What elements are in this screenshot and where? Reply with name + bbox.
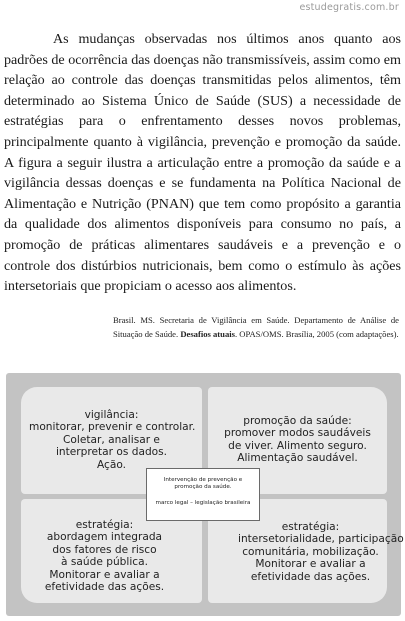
quadrant-line: promover modos saudáveis (224, 427, 371, 440)
quadrant-line: Monitorar e avaliar a (49, 568, 160, 581)
quadrant-line: dos fatores de risco (52, 543, 157, 556)
quadrant-line: efetividade das ações. (250, 570, 371, 583)
quadrant-line: Monitorar e avaliar a (255, 558, 366, 571)
center-legal-framework-text (149, 500, 257, 507)
quadrant-text (238, 521, 404, 583)
quadrant-line: intersetorialidade, participação (238, 533, 404, 546)
center-line: promoção da saúde. (174, 484, 232, 491)
center-line: Intervenção de prevenção e (163, 477, 243, 483)
citation-suffix: . OPAS/OMS. Brasília, 2005 (com adaptações). (234, 329, 399, 339)
quadrant-line: promoção da saúde: (243, 415, 352, 427)
center-intervention-text (149, 477, 257, 491)
quadrant-line: abordagem integrada (46, 531, 163, 544)
quadrant-line: Ação. (96, 458, 127, 471)
quadrant-line: de viver. Alimento seguro. (228, 439, 367, 452)
quadrant-line: Coletar, analisar e (63, 433, 160, 446)
citation (113, 313, 399, 341)
quadrant-line: Alimentação saudável. (237, 452, 358, 465)
quadrant-text (214, 415, 381, 465)
site-watermark: estudegratis.com.br (299, 2, 399, 13)
health-surveillance-diagram (6, 373, 404, 616)
quadrant-line: estratégia: (75, 519, 134, 531)
quadrant-line: estratégia: (281, 521, 340, 533)
quadrant-text (29, 409, 194, 471)
quadrant-line: interpretar os dados. (55, 446, 168, 459)
citation-title: Desafios atuais (180, 329, 235, 339)
citation-prefix: Brasil. MS. Secretaria de Vigilância em Saúde. Departamento de Análise de Situação de Saúde. (113, 315, 399, 339)
quadrant-line: monitorar, prevenir e controlar. (29, 421, 196, 434)
quadrant-line: vigilância: (84, 409, 139, 421)
quadrant-line: efetividade das ações. (44, 581, 165, 594)
quadrant-line: comunitária, mobilização. (242, 545, 379, 558)
center-intervention-box (146, 468, 260, 521)
center-line: marco legal – legislação brasileira (155, 500, 251, 506)
quadrant-text (27, 519, 182, 593)
body-paragraph: As mudanças observadas nos últimos anos quanto aos padrões de ocorrência das doenças não transmissíveis, assim como em relação ao controle das doenças transmitidas pelos alimentos, têm determinado ao Sistema Único de Saúde (SUS) a necessidade de estratégias para o enfrentamento desses novos problemas, principalmente quanto à vigilância, prevenção e promoção da saúde. A figura a seguir ilustra a articulação entre a promoção da saúde e a vigilância dessas doenças e se fundamenta na Política Nacional de Alimentação e Nutrição (PNAN) que tem como propósito a garantia da qualidade dos alimentos disponíveis para consumo no país, a promoção de práticas alimentares saudáveis e a prevenção e o controle dos distúrbios nutricionais, bem como o estímulo às ações intersetoriais que propiciam o acesso aos alimentos. (4, 31, 401, 295)
quadrant-line: à saúde pública. (61, 556, 148, 569)
